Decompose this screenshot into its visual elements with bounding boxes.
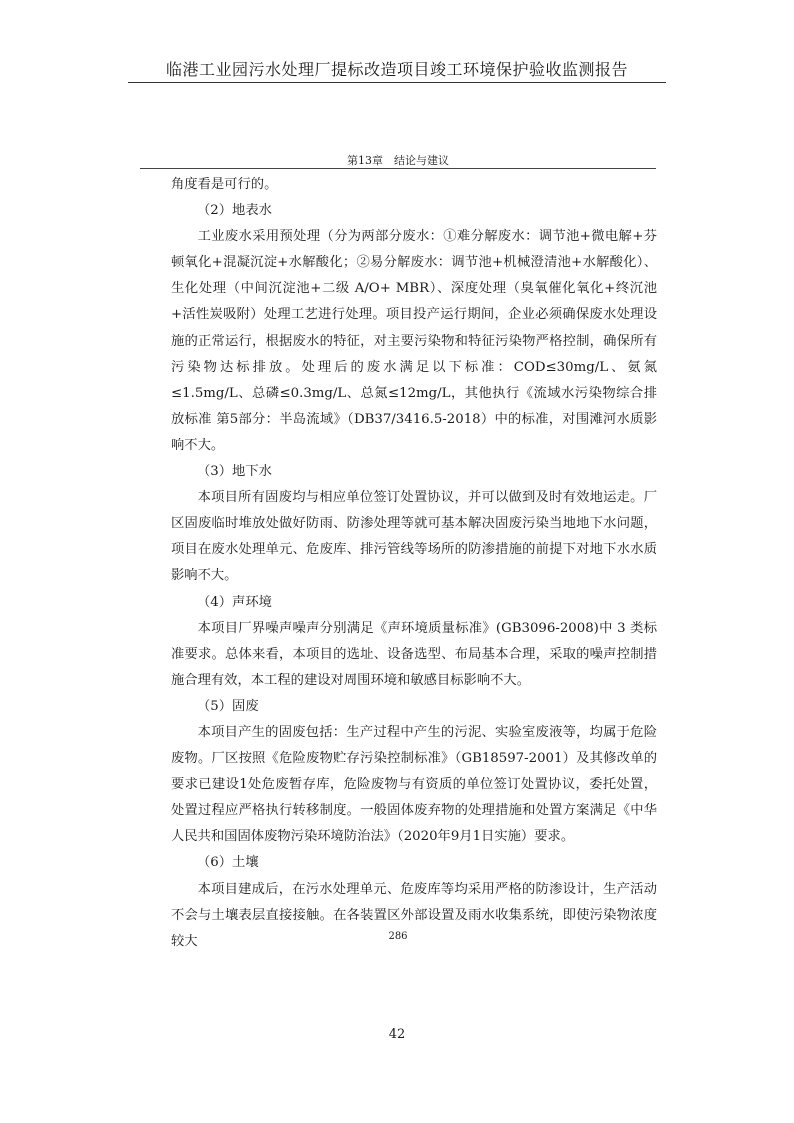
paragraph-solid-waste: 本项目产生的固废包括：生产过程中产生的污泥、实验室废液等，均属于危险废物。厂区按照《危险废物贮存污染控制标准》（GB18597-2001）及其修改单的要求已建设1处危废暂存库，危险废物与有资质的单位签订处置协议，委托处置，处置过程应严格执行转移制度。一般固体废弃物的处理措施和处置方案满足《中华人民共和国固体废物污染环境防治法》（2020年9月1日实施）要求。 [171,724,657,845]
header-rule [128,82,666,83]
inner-page-number: 286 [388,931,408,942]
section-heading-solid-waste: （5）固废 [197,698,259,714]
chapter-header: 第13章 结论与建议 [347,154,449,167]
section-heading-groundwater: （3）地下水 [197,464,272,480]
paragraph-soil: 本项目建成后，在污水处理单元、危废库等均采用严格的防渗设计，生产活动不会与土壤表层直接接触。在各装置区外部设置及雨水收集系统，即使污染物浓度较大 [171,881,657,949]
paragraph-groundwater: 本项目所有固废均与相应单位签订处置协议，并可以做到及时有效地运走。厂区固废临时堆放处做好防雨、防渗处理等就可基本解决固废污染当地地下水问题，项目在废水处理单元、危废库、排污管线等场所的防渗措施的前提下对地下水水质影响不大。 [171,490,657,584]
page-number: 42 [388,1027,406,1042]
paragraph-surface-water: 工业废水采用预处理（分为两部分废水：①难分解废水：调节池+微电解+芬顿氧化+混凝沉淀+水解酸化；②易分解废水：调节池+机械澄清池+水解酸化）、生化处理（中间沉淀池+二级 A/O+ MBR）、深度处理（臭氧催化氧化+终沉池+活性炭吸附）处理工艺进行处理。项目投产运行期间，企业必须确保废水处理设施的正常运行，根据废水的特征，对主要污染物和特征污染物严格控制，确保所有污染物达标排放。处理后的废水满足以下标准：COD≤30mg/L、氨氮≤1.5mg/L、总磷≤0.3mg/L、总氮≤12mg/L，其他执行《流域水污染物综合排放标准 第5部分：半岛流域》（DB37/3416.5-2018）中的标准，对围滩河水质影响不大。 [171,229,657,453]
body-text [171,172,657,955]
section-heading-soil: （6）土壤 [197,855,259,871]
report-header-title: 临港工业园污水处理厂提标改造项目竣工环境保护验收监测报告 [165,60,628,79]
chapter-header-rule [140,168,656,169]
paragraph-continuation: 角度看是可行的。 [171,177,278,192]
section-heading-acoustic: （4）声环境 [197,594,272,610]
paragraph-acoustic: 本项目厂界噪声噪声分别满足《声环境质量标准》(GB3096-2008)中 3 类标准要求。总体来看，本项目的选址、设备选型、布局基本合理，采取的噪声控制措施合理有效，本工程的建设对周围环境和敏感目标影响不大。 [171,620,657,688]
section-heading-surface-water: （2）地表水 [197,203,272,219]
